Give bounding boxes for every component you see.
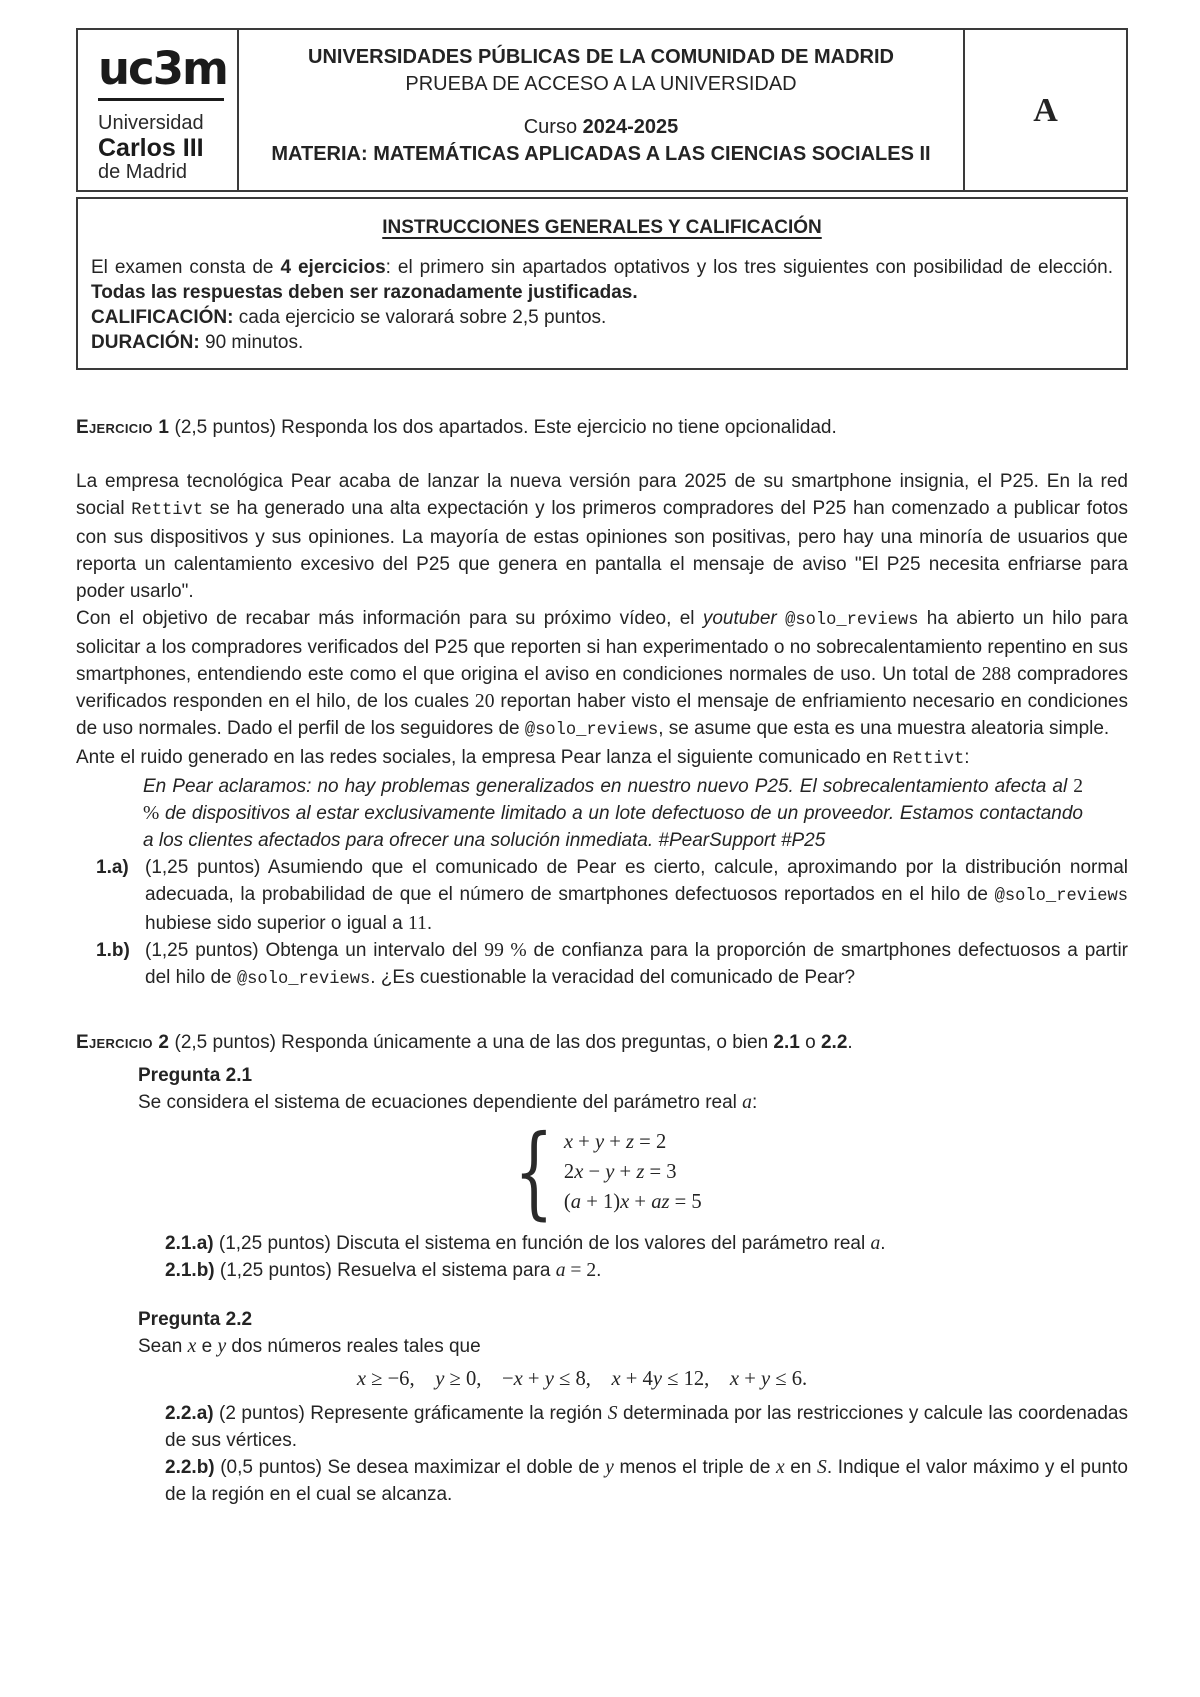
- uc3m-logo: [78, 30, 239, 190]
- instructions-paragraph-3: DURACIÓN: 90 minutos.: [91, 332, 304, 353]
- equation-line-1: x + y + z = 2: [563, 1131, 667, 1153]
- logo-universidad: Universidad: [98, 112, 204, 134]
- item-1a-label: 1.a): [96, 857, 129, 878]
- exam-model-letter: A: [1033, 91, 1058, 129]
- equation-system-inner: [502, 1113, 702, 1230]
- exercise2-heading: Ejercicio 2 (2,5 puntos) Responda únicamente a una de las dos preguntas, o bien 2.1 o 2.2.: [76, 1032, 853, 1053]
- pear-statement-quote: En Pear aclaramos: no hay problemas generalizados en nuestro nuevo P25. El sobrecalentamiento afecta al 2 % de dispositivos al estar exclusivamente limitado a un lote defectuoso de un proveedor. Estamos contactando a los clientes afectados para ofrecer una solución inmediata. #PearSupport #P25: [143, 776, 1083, 851]
- instructions-title: INSTRUCCIONES GENERALES Y CALIFICACIÓN: [382, 217, 822, 238]
- header-table: [76, 28, 1128, 192]
- uc3m-logo-mark: uc3m: [98, 42, 227, 95]
- header-spacer: [239, 98, 963, 114]
- item-1b: [76, 937, 1128, 993]
- org-title: UNIVERSIDADES PÚBLICAS DE LA COMUNIDAD DE MADRID: [308, 46, 894, 68]
- logo-de-madrid: de Madrid: [98, 161, 187, 183]
- exercise1-paragraph-1: La empresa tecnológica Pear acaba de lanzar la nueva versión para 2025 de su smartphone insignia, el P25. En la red social Rettivt se ha generado una alta expectación y los primeros compradores del P25 han comenzado a publicar fotos con sus dispositivos y sus opiniones. La mayoría de estas opiniones son positivas, pero hay una minoría de usuarios que reporta un calentamiento excesivo del P25 que genera en pantalla el mensaje de aviso "El P25 necesita enfriarse para poder usarlo".: [76, 471, 1128, 602]
- item-2-1-a: 2.1.a) (1,25 puntos) Discuta el sistema en función de los valores del parámetro real a.: [165, 1233, 886, 1254]
- system-equations: [564, 1127, 702, 1217]
- item-2-1-b: 2.1.b) (1,25 puntos) Resuelva el sistema para a = 2.: [165, 1260, 602, 1281]
- question-2-2-intro: Sean x e y dos números reales tales que: [138, 1336, 481, 1357]
- logo-rule: [98, 98, 224, 101]
- exam-title: PRUEBA DE ACCESO A LA UNIVERSIDAD: [405, 73, 797, 95]
- equation-line-3: (a + 1)x + az = 5: [563, 1191, 702, 1213]
- item-1a-text: (1,25 puntos) Asumiendo que el comunicado de Pear es cierto, calcule, aproximando por la distribución normal adecuada, la probabilidad de que el número de smartphones defectuosos reportados en el hilo de @solo_reviews hubiese sido superior o igual a 11.: [145, 857, 1128, 934]
- course-years: 2024-2025: [582, 116, 679, 138]
- instructions-paragraph-1: El examen consta de 4 ejercicios: el primero sin apartados optativos y los tres siguientes con posibilidad de elección. Todas las respuestas deben ser razonadamente justificadas.: [91, 257, 1113, 303]
- exercise1-heading: Ejercicio 1 (2,5 puntos) Responda los dos apartados. Este ejercicio no tiene opcionalidad.: [76, 417, 837, 438]
- equation-system: [76, 1113, 1128, 1230]
- question-2-1-title: Pregunta 2.1: [138, 1065, 253, 1086]
- instructions-box: [76, 197, 1128, 370]
- question-2-2-title: Pregunta 2.2: [138, 1309, 253, 1330]
- exam-model-badge: [963, 30, 1126, 190]
- logo-carlos-iii: Carlos III: [98, 134, 204, 162]
- course-line: [239, 114, 963, 141]
- equation-line-2: 2x − y + z = 3: [563, 1161, 677, 1183]
- instructions-paragraph-2: CALIFICACIÓN: cada ejercicio se valorará sobre 2,5 puntos.: [91, 307, 607, 328]
- item-1a: [76, 854, 1128, 937]
- system-brace: {: [514, 1113, 554, 1230]
- item-1b-label: 1.b): [96, 940, 130, 961]
- header-title-block: [239, 30, 963, 190]
- item-2-2-b: 2.2.b) (0,5 puntos) Se desea maximizar el doble de y menos el triple de x en S. Indique el valor máximo y el punto de la región en el cual se alcanza.: [165, 1457, 1128, 1505]
- item-1b-text: (1,25 puntos) Obtenga un intervalo del 99 % de confianza para la proporción de smartphones defectuosos a partir del hilo de @solo_reviews. ¿Es cuestionable la veracidad del comunicado de Pear?: [145, 940, 1128, 989]
- subject-line: MATERIA: MATEMÁTICAS APLICADAS A LAS CIENCIAS SOCIALES II: [271, 143, 931, 165]
- item-2-2-a: 2.2.a) (2 puntos) Represente gráficamente la región S determinada por las restricciones y calcule las coordenadas de sus vértices.: [165, 1403, 1128, 1451]
- constraints-line: x ≥ −6, y ≥ 0, −x + y ≤ 8, x + 4y ≤ 12, x + y ≤ 6.: [356, 1368, 808, 1390]
- course-label: Curso: [523, 116, 583, 138]
- exercise1-paragraph-3: Ante el ruido generado en las redes sociales, la empresa Pear lanza el siguiente comunicado en Rettivt:: [76, 747, 970, 769]
- question-2-1-intro: Se considera el sistema de ecuaciones dependiente del parámetro real a:: [138, 1092, 758, 1113]
- exercise1-paragraph-2: Con el objetivo de recabar más información para su próximo vídeo, el youtuber @solo_reviews ha abierto un hilo para solicitar a los compradores verificados del P25 que reporten si han experimentado o no sobrecalentamiento repentino en sus smartphones, entendiendo este como el que origina el aviso en condiciones normales de uso. Un total de 288 compradores verificados responden en el hilo, de los cuales 20 reportan haber visto el mensaje de enfriamiento necesario en condiciones de uso normales. Dado el perfil de los seguidores de @solo_reviews, se asume que esta es una muestra aleatoria simple.: [76, 608, 1129, 740]
